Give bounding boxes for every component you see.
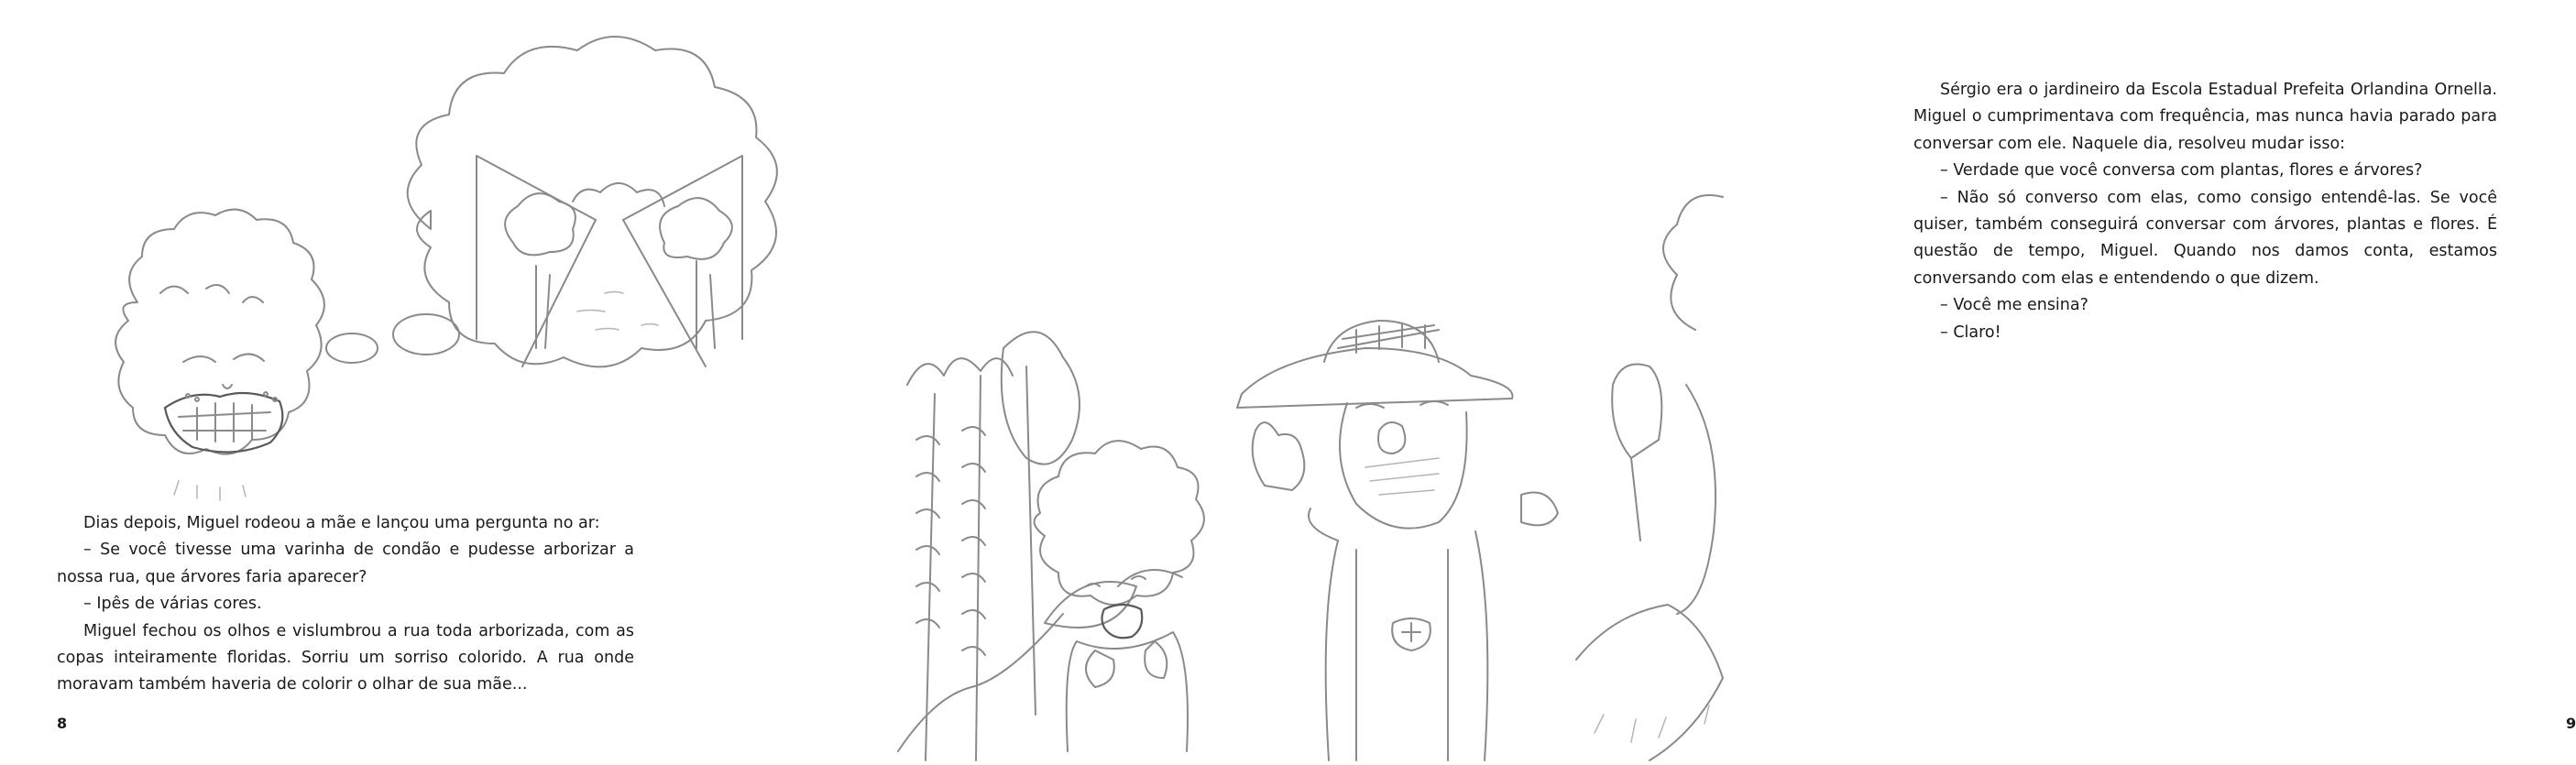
paragraph: – Se você tivesse uma varinha de condão e pudesse arborizar a nossa rua, que árvores faria aparecer? [57,541,634,586]
boy-sketch [1035,441,1204,751]
gardener-sketch [1237,321,1661,760]
paragraph: – Verdade que você conversa com plantas, flores e árvores? [1940,161,2423,180]
bushes-sketch [1576,195,1723,760]
paragraph: Sérgio era o jardineiro da Escola Estadual Prefeita Orlandina Ornella. Miguel o cumprimentava com frequência, mas nunca havia parado para conversar com ele. Naquele dia, resolveu mudar isso: [1913,81,2497,153]
right-page-text [1913,77,2497,346]
thought-bubble-small [326,333,378,363]
paragraph: – Não só converso com elas, como consigo entendê-las. Se você quiser, também conseguirá conversar com árvores, plantas e flores. É questão de tempo, Miguel. Quando nos damos conta, estamos conversando com elas e entendendo o que dizem. [1913,188,2497,288]
thought-bubble-medium [393,314,459,355]
left-page [0,0,880,765]
boy-head-sketch [115,210,324,500]
paragraph: – Claro! [1940,322,2001,342]
page-number: 9 [2566,715,2576,732]
paragraph: Dias depois, Miguel rodeou a mãe e lançou uma pergunta no ar: [83,514,600,532]
illustration-boy-and-gardener [880,0,1759,765]
right-page [880,0,2576,765]
page-number: 8 [57,715,68,732]
paragraph: Miguel fechou os olhos e vislumbrou a rua toda arborizada, com as copas inteiramente floridas. Sorriu um sorriso colorido. A rua onde moravam também haveria de colorir o olhar de sua mãe... [57,621,634,694]
left-page-text [57,510,634,699]
paragraph: – Você me ensina? [1940,296,2088,315]
dream-cloud-sketch [408,37,777,366]
paragraph: – Ipês de várias cores. [83,595,262,614]
